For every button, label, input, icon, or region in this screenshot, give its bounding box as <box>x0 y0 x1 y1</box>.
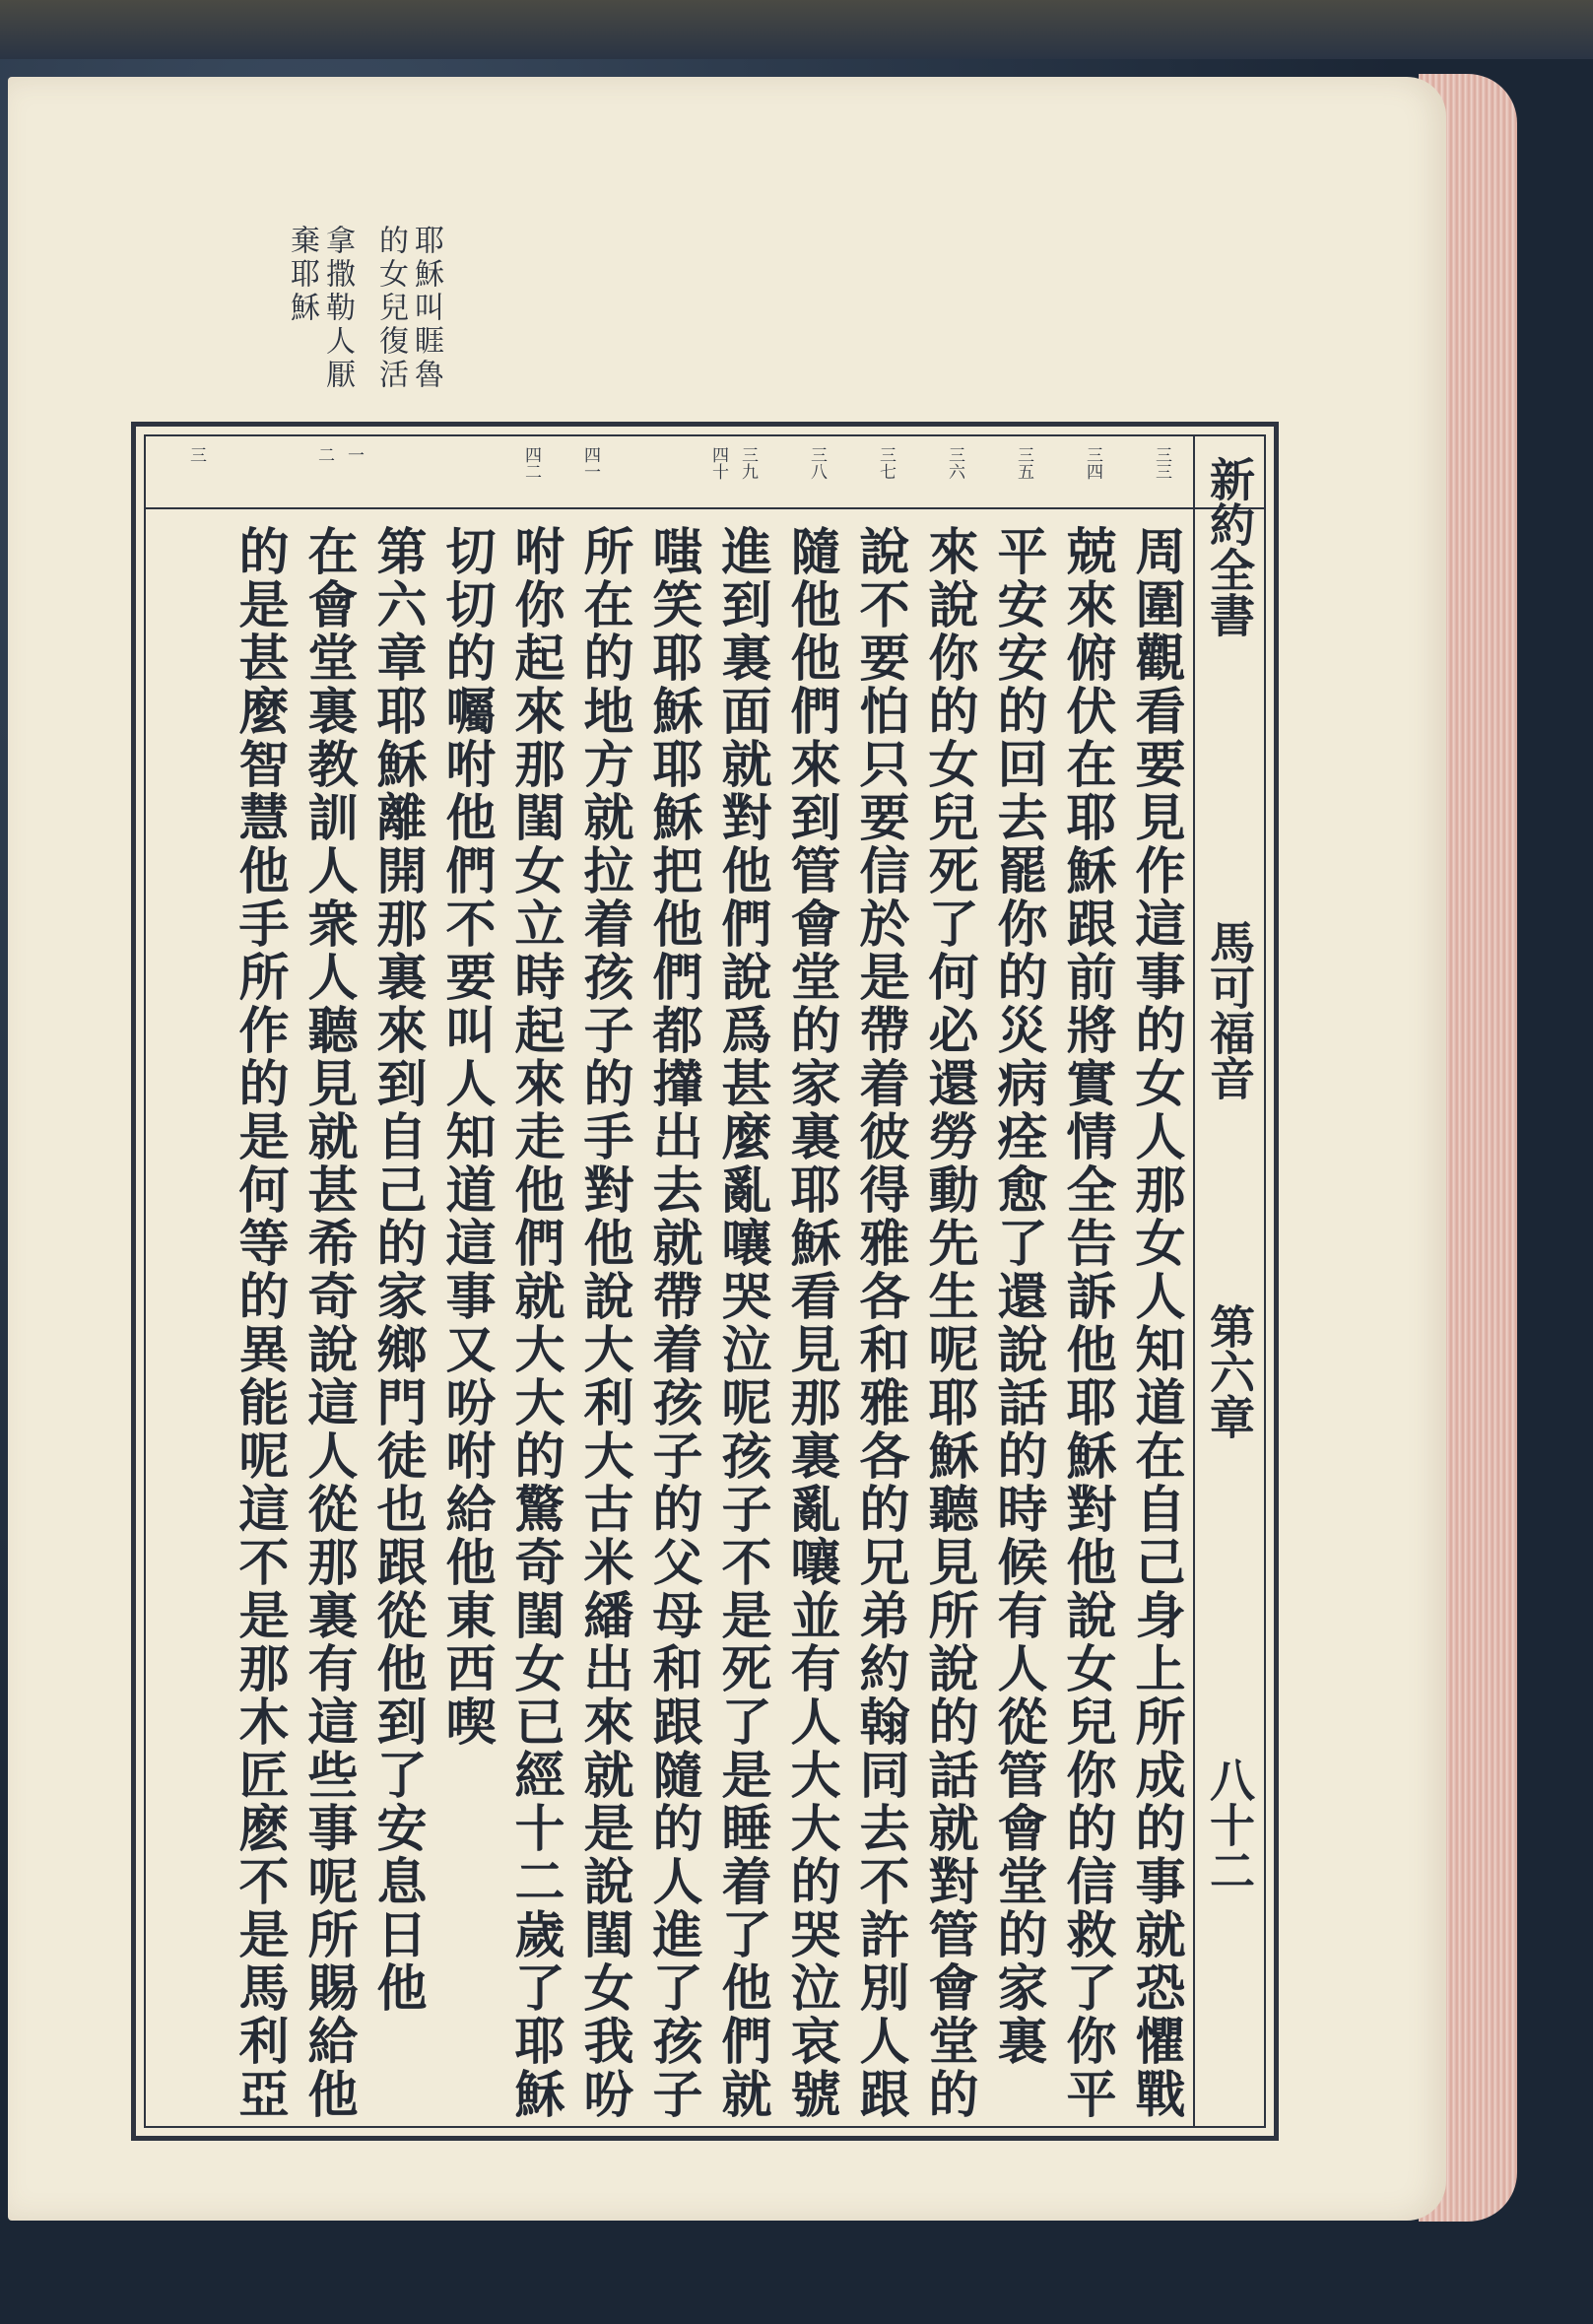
text-column: 在會堂裏教訓人衆人聽見就甚希奇說這人從那裏有這些事呢所賜給他 <box>299 525 358 2121</box>
text-column: 說不要怕只要信於是帶着彼得雅各和雅各的兄弟約翰同去不許別人跟 <box>850 525 909 2121</box>
verse-number: 四一 <box>580 446 600 480</box>
verse-number: 一 <box>344 446 364 463</box>
verse-number-band <box>146 436 1264 509</box>
gospel-title: 馬可福音 <box>1203 919 1256 1100</box>
text-column: 兢來俯伏在耶穌跟前將實情全告訴他耶穌對他說女兒你的信救了你平 <box>1057 525 1116 2121</box>
margin-note: 拿撒勒人厭棄耶穌 <box>285 225 355 392</box>
verse-number: 三 <box>186 446 206 463</box>
verse-number: 二 <box>314 446 334 463</box>
text-column: 所在的地方就拉着孩子的手對他說大利大古米繙出來就是說閨女我吩 <box>574 525 633 2121</box>
text-frame-inner <box>144 434 1266 2128</box>
book-page <box>8 77 1446 2221</box>
text-column: 平安安的回去罷你的災病痊愈了還說話的時候有人從管會堂的家裏 <box>988 525 1047 2068</box>
text-column: 的是甚麼智慧他手所作的是何等的異能呢這不是那木匠麽不是馬利亞 <box>230 525 289 2121</box>
verse-number: 三六 <box>945 446 964 480</box>
book-title: 新約全書 <box>1203 456 1256 637</box>
verse-number: 三七 <box>876 446 896 480</box>
text-column: 來說你的女兒死了何必還勞動先生呢耶穌聽見所說的話就對管會堂的 <box>919 525 978 2121</box>
verse-number: 三九 <box>738 446 758 480</box>
verse-number: 三三 <box>1152 446 1171 480</box>
text-column: 周圍觀看要見作這事的女人那女人知道在自己身上所成的事就恐懼戰 <box>1126 525 1185 2121</box>
text-frame <box>131 422 1279 2141</box>
verse-number: 四十 <box>708 446 728 480</box>
text-column: 隨他他們來到管會堂的家裏耶穌看見那裏亂嚷並有人大大的哭泣哀號 <box>781 525 840 2121</box>
cover-top-edge <box>0 0 1593 59</box>
margin-note: 耶穌叫睚魯的女兒復活 <box>373 225 443 392</box>
text-column: 進到裏面就對他們說爲甚麼亂嚷哭泣呢孩子不是死了是睡着了他們就 <box>712 525 771 2121</box>
margin-notes <box>284 225 443 422</box>
verse-number: 三五 <box>1014 446 1033 480</box>
verse-number: 四二 <box>521 446 541 480</box>
verse-number: 三四 <box>1083 446 1102 480</box>
chapter-label: 第六章 <box>1203 1303 1256 1439</box>
running-header <box>1193 436 1264 2126</box>
verse-number: 三八 <box>807 446 827 480</box>
text-column: 嗤笑耶穌耶穌把他們都攆出去就帶着孩子的父母和跟隨的人進了孩子 <box>643 525 702 2121</box>
text-column-chapter-start: 第六章耶穌離開那裏來到自己的家鄉門徒也跟從他到了安息日他 <box>367 525 427 2015</box>
text-column: 咐你起來那閨女立時起來走他們就大大的驚奇閨女已經十二歲了耶穌 <box>505 525 564 2121</box>
page-number: 八十二 <box>1203 1757 1256 1892</box>
text-column: 切切的囑咐他們不要叫人知道這事又吩咐給他東西喫 <box>436 525 496 1749</box>
